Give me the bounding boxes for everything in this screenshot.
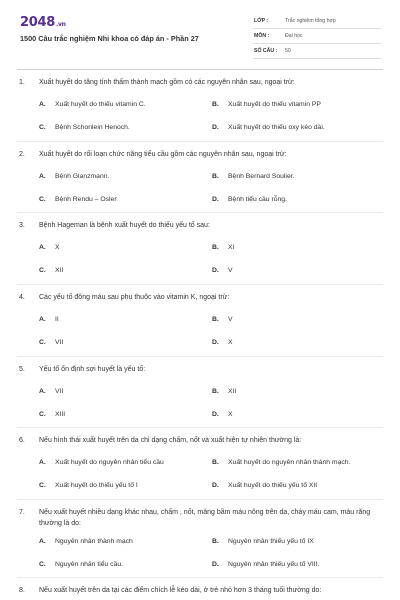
- option-letter: B.: [212, 173, 219, 180]
- question-text: Nếu xuất huyết trên da tại các điểm chích lễ kéo dài, ở trẻ nhỏ hơn 3 tháng tuổi thường do:: [39, 587, 322, 594]
- answer-option-b[interactable]: [212, 538, 314, 545]
- answer-option-d[interactable]: [212, 411, 233, 418]
- option-letter: A.: [39, 173, 46, 180]
- meta-value: Trắc nghiệm tổng hợp: [285, 18, 336, 24]
- meta-key: SỐ CÂU :: [254, 48, 278, 54]
- answer-option-a[interactable]: [39, 316, 59, 323]
- question-text: Yếu tố ổn định sợi huyết là yếu tố:: [39, 366, 146, 373]
- option-text: X: [228, 411, 233, 418]
- option-text: Nguyên nhân thiếu yếu tố VIII.: [228, 561, 320, 568]
- question-number: 6.: [19, 437, 25, 444]
- option-letter: B.: [212, 388, 219, 395]
- answer-option-b[interactable]: [212, 101, 321, 108]
- option-text: Bệnh Glanzmann.: [55, 173, 110, 180]
- option-text: XIII: [55, 411, 66, 418]
- question-separator: [17, 212, 383, 213]
- option-text: Bệnh Bernard Soulier.: [228, 173, 295, 180]
- option-text: XI: [228, 244, 235, 251]
- answer-option-c[interactable]: [39, 196, 117, 203]
- meta-key: MÔN :: [254, 33, 270, 39]
- option-text: Nguyên nhân thành mạch: [55, 538, 133, 545]
- question-number: 5.: [19, 366, 25, 373]
- question-separator: [17, 284, 383, 285]
- answer-option-a[interactable]: [39, 101, 146, 108]
- option-text: Bệnh tiểu cầu rỗng.: [228, 196, 287, 203]
- option-letter: A.: [39, 388, 46, 395]
- question-text: Nếu hình thái xuất huyết trên da chỉ dạng chấm, nốt và xuất hiện tự nhiên thường là:: [39, 437, 302, 444]
- option-letter: D.: [212, 196, 219, 203]
- answer-option-a[interactable]: [39, 173, 109, 180]
- option-letter: D.: [212, 339, 219, 346]
- answer-option-d[interactable]: [212, 339, 233, 346]
- option-letter: C.: [39, 339, 46, 346]
- option-letter: A.: [39, 244, 46, 251]
- question-separator: [17, 427, 383, 428]
- question-separator: [17, 577, 383, 578]
- option-letter: A.: [39, 538, 46, 545]
- question-number: 1.: [19, 79, 25, 86]
- option-letter: C.: [39, 411, 46, 418]
- option-letter: D.: [212, 482, 219, 489]
- option-text: Xuất huyết do thiếu yếu tố I: [55, 482, 138, 489]
- answer-option-c[interactable]: [39, 482, 138, 489]
- answer-option-b[interactable]: [212, 244, 234, 251]
- answer-option-c[interactable]: [39, 124, 130, 131]
- option-text: X: [55, 244, 60, 251]
- answer-option-b[interactable]: [212, 316, 233, 323]
- option-text: Xuất huyết do thiếu vitamin PP: [228, 101, 321, 108]
- question-text: Xuất huyết do tăng tính thấm thành mạch gồm có các nguyên nhân sau, ngoại trừ:: [39, 79, 295, 86]
- option-letter: B.: [212, 101, 219, 108]
- answer-option-a[interactable]: [39, 459, 164, 466]
- option-text: Bệnh Schonlein Henoch.: [55, 124, 130, 131]
- option-text: Xuất huyết do thiếu vitamin C.: [55, 101, 146, 108]
- option-text: Nguyên nhân thiếu yếu tố IX: [228, 538, 314, 545]
- question-text: Bệnh Hageman là bệnh xuất huyết do thiếu yếu tố sau:: [39, 222, 210, 229]
- answer-option-d[interactable]: [212, 196, 287, 203]
- answer-option-a[interactable]: [39, 388, 63, 395]
- option-letter: B.: [212, 316, 219, 323]
- document-title: 1500 Câu trắc nghiệm Nhi khoa có đáp án - Phần 27: [20, 34, 199, 43]
- option-letter: D.: [212, 561, 219, 568]
- option-letter: C.: [39, 561, 46, 568]
- answer-option-c[interactable]: [39, 411, 65, 418]
- answer-option-a[interactable]: [39, 538, 133, 545]
- option-letter: C.: [39, 482, 46, 489]
- question-number: 4.: [19, 294, 25, 301]
- option-letter: B.: [212, 244, 219, 251]
- question-separator: [17, 141, 383, 142]
- option-text: V: [228, 267, 233, 274]
- logo-main: 2048: [20, 15, 55, 30]
- answer-option-b[interactable]: [212, 388, 236, 395]
- option-letter: D.: [212, 411, 219, 418]
- question-text: Xuất huyết do rối loạn chức năng tiểu cầu gồm các nguyên nhân sau, ngoại trừ:: [39, 151, 287, 158]
- question-text: Các yếu tố đông máu sau phụ thuộc vào vitamin K, ngoại trừ:: [39, 294, 230, 301]
- option-text: XII: [228, 388, 237, 395]
- option-text: X: [228, 339, 233, 346]
- question-number: 2.: [19, 151, 25, 158]
- answer-option-d[interactable]: [212, 561, 319, 568]
- option-text: Nguyên nhân tiểu cầu.: [55, 561, 124, 568]
- option-letter: B.: [212, 459, 219, 466]
- option-letter: C.: [39, 124, 46, 131]
- answer-option-b[interactable]: [212, 459, 350, 466]
- question-separator: [17, 499, 383, 500]
- option-text: VII: [55, 339, 64, 346]
- answer-option-d[interactable]: [212, 124, 325, 131]
- option-letter: A.: [39, 101, 46, 108]
- option-letter: A.: [39, 459, 46, 466]
- option-text: V: [228, 316, 233, 323]
- answer-option-a[interactable]: [39, 244, 60, 251]
- option-letter: D.: [212, 124, 219, 131]
- option-text: Xuất huyết do nguyên nhân tiểu cầu: [55, 459, 164, 466]
- question-number: 3.: [19, 222, 25, 229]
- answer-option-d[interactable]: [212, 267, 233, 274]
- question-separator: [17, 356, 383, 357]
- option-letter: A.: [39, 316, 46, 323]
- option-text: Xuất huyết do thiếu yếu tố XII: [228, 482, 318, 489]
- answer-option-c[interactable]: [39, 561, 123, 568]
- meta-value: Đại học: [285, 33, 303, 39]
- option-text: Xuất huyết do thiếu oxy kéo dài.: [228, 124, 325, 131]
- question-number: 8.: [19, 587, 25, 594]
- option-letter: C.: [39, 267, 46, 274]
- answer-option-b[interactable]: [212, 173, 295, 180]
- meta-value: 50: [285, 48, 291, 54]
- logo-tld: .vn: [55, 21, 66, 28]
- option-letter: C.: [39, 196, 46, 203]
- option-text: VII: [55, 388, 64, 395]
- option-letter: B.: [212, 538, 219, 545]
- answer-option-c[interactable]: [39, 267, 63, 274]
- option-text: Xuất huyết do nguyên nhân thành mạch.: [228, 459, 351, 466]
- question-text: Nếu xuất huyết nhiều dạng khác nhau, chấm , nốt, mảng bầm máu nông trên da, chảy máu cam, máu răng thường là do:: [39, 509, 371, 527]
- option-letter: D.: [212, 267, 219, 274]
- option-text: II: [55, 316, 59, 323]
- question-number: 7.: [19, 509, 25, 516]
- answer-option-d[interactable]: [212, 482, 317, 489]
- answer-option-c[interactable]: [39, 339, 63, 346]
- option-text: XII: [55, 267, 64, 274]
- option-text: Bệnh Rendu – Osler: [55, 196, 117, 203]
- meta-key: LỚP :: [254, 18, 269, 24]
